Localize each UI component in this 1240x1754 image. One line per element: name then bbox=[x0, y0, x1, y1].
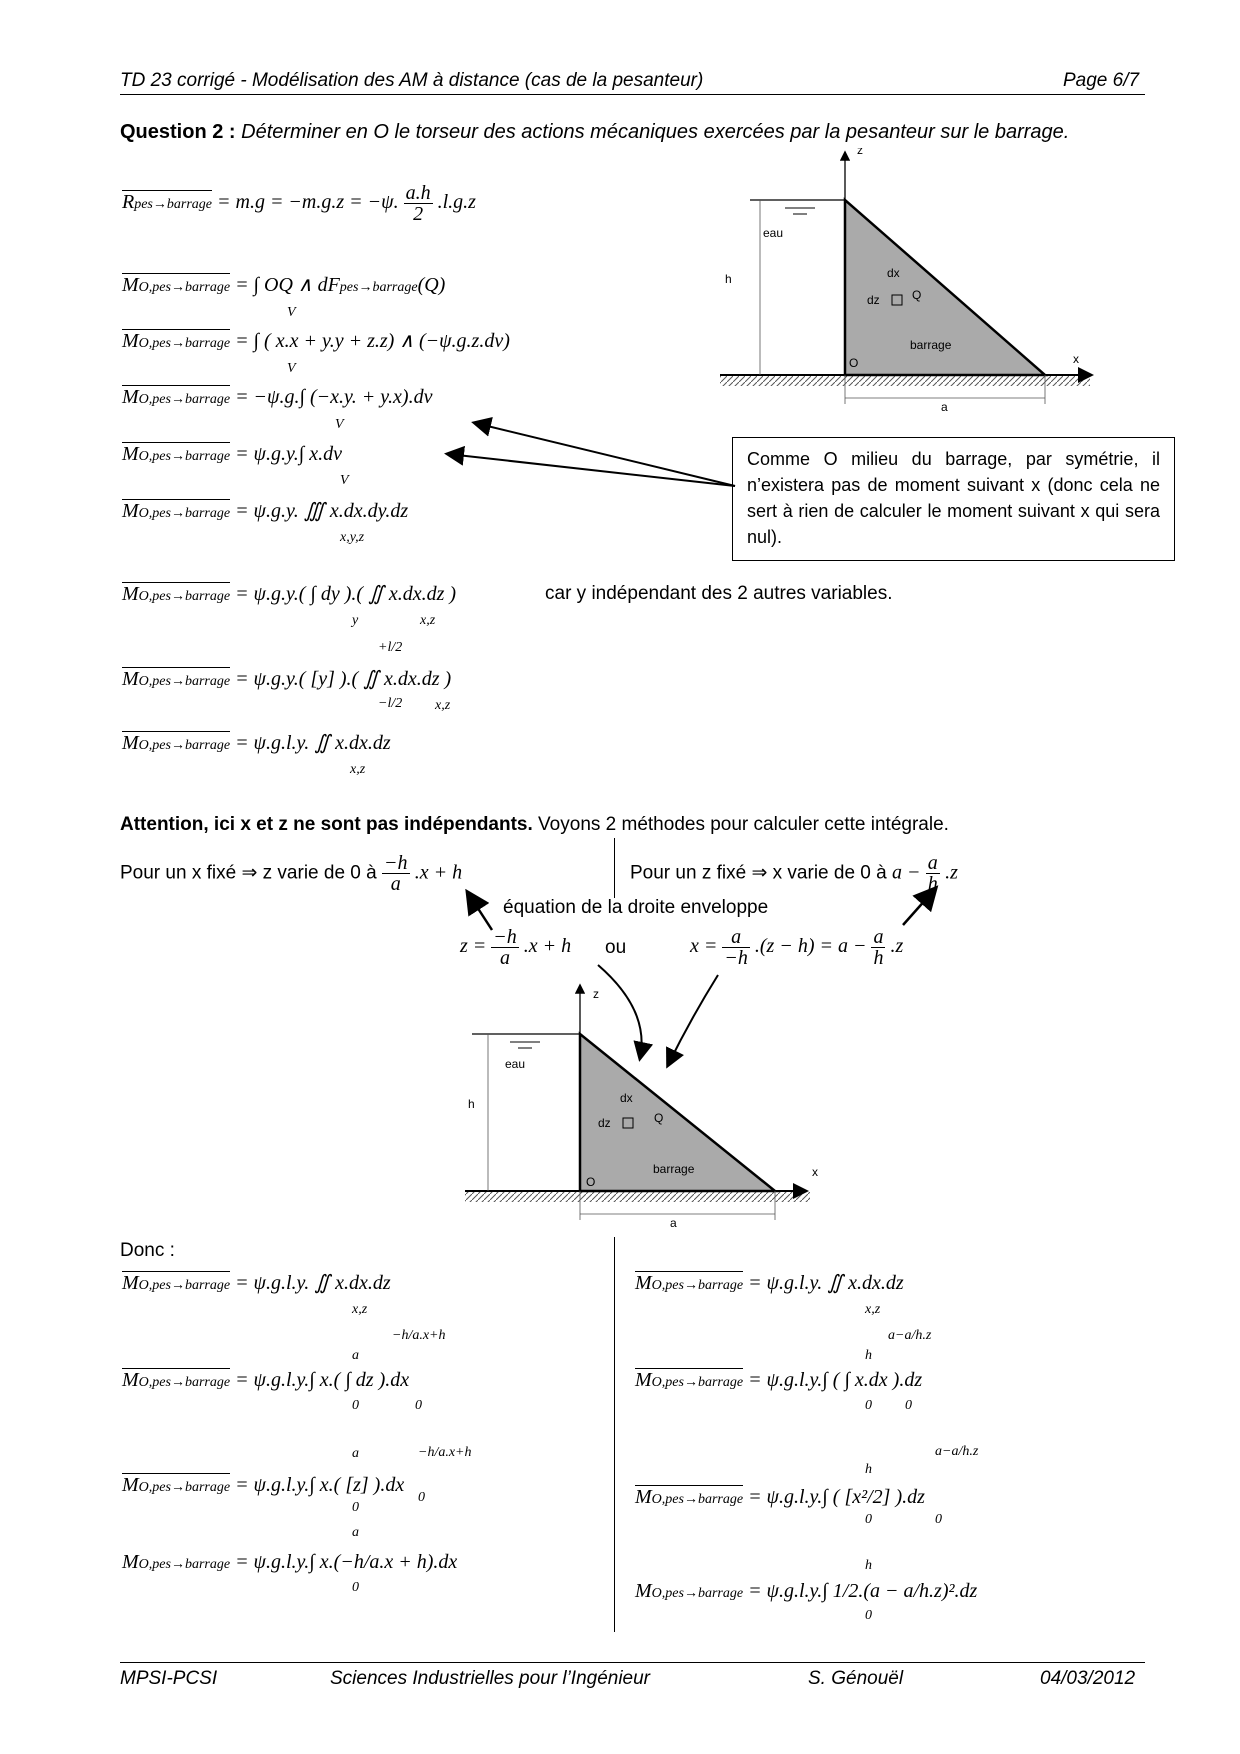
limit-label: 0 bbox=[865, 1398, 872, 1413]
limit-label: x,z bbox=[352, 1302, 368, 1317]
limit-label: V bbox=[340, 473, 349, 488]
limit-label: V bbox=[287, 361, 296, 376]
symmetry-note-box: Comme O milieu du barrage, par symétrie, il n’existera pas de moment suivant x (donc cela ne sert à rien de calculer le moment suivant x qui sera nul). bbox=[732, 437, 1175, 561]
left-step-1: MO,pes→barrage = ψ.g.l.y. ∬ x.dx.dz bbox=[122, 1272, 391, 1294]
limit-label: x,z bbox=[420, 613, 436, 628]
limit-label: h bbox=[865, 1348, 872, 1363]
footer-subject: Sciences Industrielles pour l’Ingénieur bbox=[330, 1668, 651, 1689]
limit-label: 0 bbox=[352, 1500, 359, 1515]
eq-moment-7: MO,pes→barrage = ψ.g.y.( [y] ).( ∬ x.dx.dz ) bbox=[122, 668, 452, 690]
eq-moment-3: MO,pes→barrage = −ψ.g.∫ (−x.y. + y.x).dv bbox=[122, 386, 433, 408]
dz-label: dz bbox=[867, 293, 880, 307]
question-label: Question 2 : bbox=[120, 121, 236, 143]
limit-label: 0 bbox=[415, 1398, 422, 1413]
method-divider bbox=[614, 838, 615, 898]
question-text: Déterminer en O le torseur des actions mécaniques exercées par la pesanteur sur le barrage. bbox=[241, 121, 1070, 143]
barrage-label: barrage bbox=[910, 338, 952, 352]
method-left: Pour un x fixé ⇒ z varie de 0 à $\frac{-h}{a}$ .x + h bbox=[120, 852, 463, 895]
limit-label: x,z bbox=[865, 1302, 881, 1317]
O-label: O bbox=[586, 1175, 596, 1189]
fraction: $\frac{a.h}{2}$ bbox=[405, 182, 431, 225]
limit-label: x,y,z bbox=[340, 530, 365, 545]
z-label: z bbox=[857, 148, 863, 157]
barrage-label: barrage bbox=[653, 1162, 695, 1176]
ground-hatch bbox=[465, 1192, 810, 1202]
left-step-4: MO,pes→barrage = ψ.g.l.y.∫ x.(−h/a.x + h).dx bbox=[122, 1551, 458, 1573]
limit-label: a−a/h.z bbox=[888, 1328, 932, 1343]
limit-label: +l/2 bbox=[378, 640, 403, 655]
h-label: h bbox=[468, 1097, 475, 1111]
a-label: a bbox=[941, 400, 948, 414]
header-title: TD 23 corrigé - Modélisation des AM à distance (cas de la pesanteur) bbox=[120, 70, 704, 91]
limit-label: a−a/h.z bbox=[935, 1444, 979, 1459]
limit-label: h bbox=[865, 1462, 872, 1477]
limit-label: 0 bbox=[352, 1398, 359, 1413]
dz-label: dz bbox=[598, 1116, 611, 1130]
Q-label: Q bbox=[654, 1111, 664, 1125]
limit-label: a bbox=[352, 1446, 359, 1461]
limit-label: a bbox=[352, 1525, 359, 1540]
limit-label: −h/a.x+h bbox=[392, 1328, 446, 1343]
method-right: Pour un z fixé ⇒ x varie de 0 à a − $\frac{a}{h}$ .z bbox=[630, 852, 958, 895]
eq-moment-1: MO,pes→barrage = ∫ OQ ∧ dFpes→barrage(Q) bbox=[122, 274, 446, 296]
envelope-label: équation de la droite enveloppe bbox=[503, 897, 769, 918]
limit-label: 0 bbox=[865, 1512, 872, 1527]
x-label: x bbox=[812, 1165, 818, 1179]
limit-label: a bbox=[352, 1348, 359, 1363]
left-step-2: MO,pes→barrage = ψ.g.l.y.∫ x.( ∫ dz ).dx bbox=[122, 1369, 410, 1391]
x-label: x bbox=[1073, 352, 1079, 366]
limit-label: −l/2 bbox=[378, 696, 403, 711]
envelope-or: ou bbox=[605, 937, 627, 958]
z-label: z bbox=[593, 987, 599, 1001]
donc-label: Donc : bbox=[120, 1240, 175, 1261]
attention-line: Attention, ici x et z ne sont pas indépendants. Voyons 2 méthodes pour calculer cette intégrale. bbox=[120, 814, 949, 835]
dam-diagram-middle bbox=[460, 978, 820, 1238]
eq-moment-6: MO,pes→barrage = ψ.g.y.( ∫ dy ).( ∬ x.dx.dz ) bbox=[122, 583, 457, 605]
dx-label: dx bbox=[620, 1091, 633, 1105]
limit-label: h bbox=[865, 1558, 872, 1573]
right-step-2: MO,pes→barrage = ψ.g.l.y.∫ ( ∫ x.dx ).dz bbox=[635, 1369, 923, 1391]
limit-label: 0 bbox=[905, 1398, 912, 1413]
eau-label: eau bbox=[505, 1057, 526, 1071]
footer-rule bbox=[120, 1662, 1145, 1663]
limit-label: 0 bbox=[865, 1608, 872, 1623]
footer-author: S. Génouël bbox=[808, 1668, 904, 1689]
eq-moment-8: MO,pes→barrage = ψ.g.l.y. ∬ x.dx.dz bbox=[122, 732, 391, 754]
a-label: a bbox=[670, 1216, 677, 1230]
eq-moment-2: MO,pes→barrage = ∫ ( x.x + y.y + z.z) ∧ (−ψ.g.z.dv) bbox=[122, 330, 510, 352]
column-divider bbox=[614, 1237, 615, 1632]
limit-label: 0 bbox=[352, 1580, 359, 1595]
footer-class: MPSI-PCSI bbox=[120, 1668, 218, 1689]
h-label: h bbox=[725, 272, 732, 286]
footer-date: 04/03/2012 bbox=[1040, 1668, 1136, 1689]
eq-moment-5: MO,pes→barrage = ψ.g.y. ∭ x.dx.dy.dz bbox=[122, 500, 409, 522]
right-step-4: MO,pes→barrage = ψ.g.l.y.∫ 1/2.(a − a/h.z)².dz bbox=[635, 1580, 978, 1602]
envelope-eq-left: z = $\frac{-h}{a}$ .x + h bbox=[460, 926, 572, 969]
eq-resultant: Rpes→barrage = m.g = −m.g.z = −ψ. $\frac{a.h}{2}$ .l.g.z bbox=[122, 182, 476, 225]
limit-label: 0 bbox=[935, 1512, 942, 1527]
independence-note: car y indépendant des 2 autres variables. bbox=[545, 583, 893, 604]
header-page: Page 6/7 bbox=[1063, 70, 1140, 91]
limit-label: y bbox=[352, 613, 359, 628]
limit-label: V bbox=[335, 417, 344, 432]
eau-label: eau bbox=[763, 226, 784, 240]
right-step-1: MO,pes→barrage = ψ.g.l.y. ∬ x.dx.dz bbox=[635, 1272, 904, 1294]
limit-label: −h/a.x+h bbox=[418, 1445, 472, 1460]
envelope-eq-right: x = $\frac{a}{-h}$ .(z − h) = a − $\frac{a}{h}$ .z bbox=[690, 926, 904, 969]
O-label: O bbox=[849, 356, 859, 370]
limit-label: x,z bbox=[350, 762, 366, 777]
left-step-3: MO,pes→barrage = ψ.g.l.y.∫ x.( [z] ).dx bbox=[122, 1474, 405, 1496]
vector-R: Rpes→barrage bbox=[122, 191, 212, 214]
Q-label: Q bbox=[912, 288, 922, 302]
limit-label: 0 bbox=[418, 1490, 425, 1505]
limit-label: x,z bbox=[435, 698, 451, 713]
right-step-3: MO,pes→barrage = ψ.g.l.y.∫ ( [x²/2] ).dz bbox=[635, 1486, 925, 1508]
limit-label: V bbox=[287, 305, 296, 320]
eq-moment-4: MO,pes→barrage = ψ.g.y.∫ x.dv bbox=[122, 443, 342, 465]
dx-label: dx bbox=[887, 266, 900, 280]
